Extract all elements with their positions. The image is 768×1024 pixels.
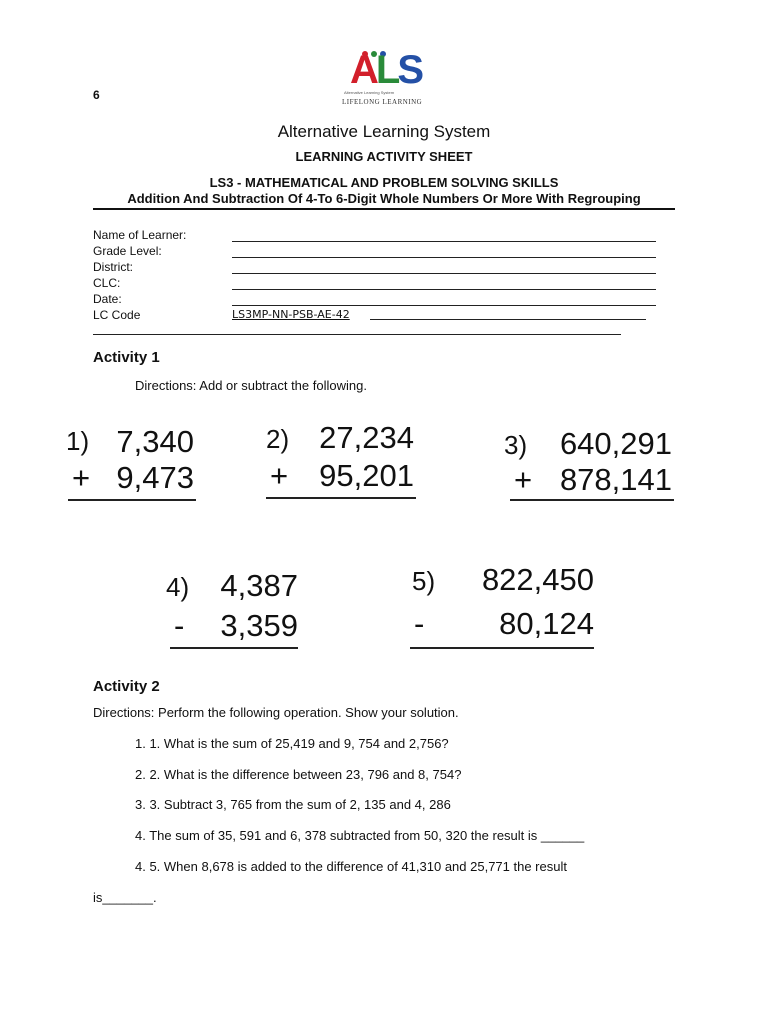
field-line-lc-code [370,306,646,320]
problem-number: 5) [412,566,436,596]
answer-line [68,499,196,501]
question-4: 4. The sum of 35, 591 and 6, 378 subtracted from 50, 320 the result is ______ [135,828,585,843]
activity1-title: Activity 1 [93,349,160,366]
problem-2 [264,420,418,500]
logo-tagline: LIFELONG LEARNING [342,98,423,106]
problem-bottom-operand: 80,124 [499,606,594,641]
logo-mark [350,50,421,90]
activity2-directions: Directions: Perform the following operation. Show your solution. [93,705,459,720]
activity2-title: Activity 2 [93,678,160,695]
field-label-grade: Grade Level: [93,244,162,258]
question-5: 4. 5. When 8,678 is added to the difference of 41,310 and 25,771 the result [135,859,567,874]
logo-letter-s: S [397,48,422,92]
question-5-continuation: is_______. [93,890,157,905]
problem-number: 1) [66,426,90,456]
logo-letter-a: A [350,48,376,92]
answer-line [266,497,416,499]
field-label-date: Date: [93,292,122,306]
problem-1 [66,422,198,502]
minus-operator: - [414,606,425,641]
page-number: 6 [93,88,100,102]
als-logo [340,44,423,110]
field-label-name: Name of Learner: [93,228,187,242]
question-3: 3. 3. Subtract 3, 765 from the sum of 2, 135 and 4, 286 [135,797,451,812]
logo-letter-l: L [375,48,398,92]
plus-operator: + [72,460,91,495]
answer-line [510,499,674,501]
problem-top-operand: 7,340 [116,424,194,459]
problem-number: 2) [266,424,290,454]
problem-5 [410,562,598,654]
field-line-district[interactable] [232,261,656,274]
strand-title: LS3 - MATHEMATICAL AND PROBLEM SOLVING SKILLS [209,175,559,190]
sheet-title: LEARNING ACTIVITY SHEET [295,149,473,164]
field-line-date[interactable] [232,293,656,306]
question-2: 2. 2. What is the difference between 23, 796 and 8, 754? [135,767,462,782]
field-label-clc: CLC: [93,276,121,290]
answer-line [170,647,298,649]
lc-code-value: LS3MP-NN-PSB-AE-42 [232,308,350,321]
field-line-name[interactable] [232,229,656,242]
problem-bottom-operand: 878,141 [559,462,672,497]
topic-title: Addition And Subtraction Of 4-To 6-Digit Whole Numbers Or More With Regrouping [127,191,641,206]
org-title: Alternative Learning System [277,122,491,141]
activity1-directions: Directions: Add or subtract the following. [135,378,367,393]
problem-bottom-operand: 9,473 [116,460,194,495]
field-line-grade[interactable] [232,245,656,258]
problem-top-operand: 4,387 [220,568,298,603]
question-1: 1. 1. What is the sum of 25,419 and 9, 754 and 2,756? [135,736,449,751]
logo-subtitle: Alternative Learning System [344,90,395,95]
problem-number: 3) [504,430,528,460]
problem-number: 4) [166,572,190,602]
problem-bottom-operand: 3,359 [220,608,298,643]
plus-operator: + [514,462,533,497]
problem-bottom-operand: 95,201 [319,458,414,493]
field-line-clc[interactable] [232,277,656,290]
problem-top-operand: 640,291 [559,426,672,461]
header-rule [93,208,675,210]
plus-operator: + [270,458,289,493]
problem-3 [504,424,676,504]
problem-top-operand: 822,450 [481,562,594,597]
fields-separator [93,334,621,335]
field-label-lc-code: LC Code [93,308,141,322]
problem-4 [166,566,302,652]
minus-operator: - [174,608,185,643]
field-label-district: District: [93,260,133,274]
answer-line [410,647,594,649]
problem-top-operand: 27,234 [319,420,414,455]
